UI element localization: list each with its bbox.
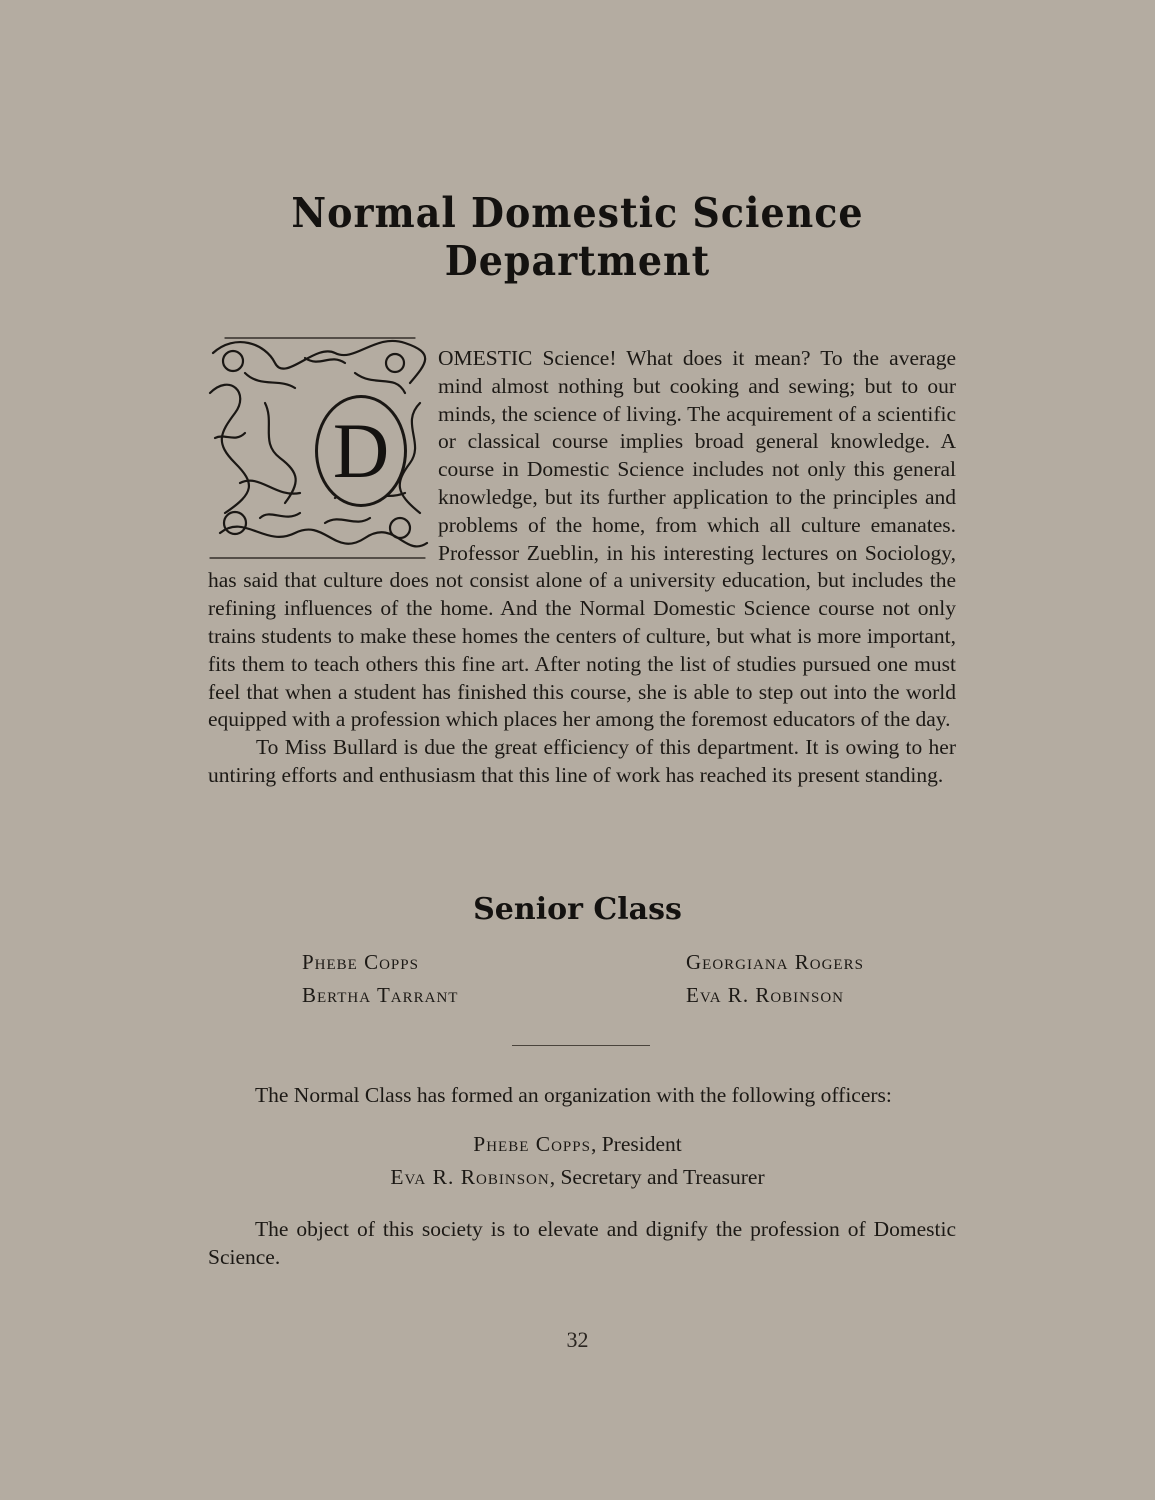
officer-name: Phebe Copps bbox=[473, 1132, 591, 1156]
officer-secretary bbox=[0, 1165, 1155, 1190]
officer-name: Eva R. Robinson bbox=[390, 1165, 550, 1189]
page-title-line-1: Normal Domestic Science bbox=[291, 188, 864, 237]
senior-member: Bertha Tarrant bbox=[302, 983, 459, 1007]
article-paragraph-2: To Miss Bullard is due the great efficiency of this department. It is owing to her untiring efforts and enthusiasm that this line of work has reached its present standing. bbox=[208, 735, 956, 787]
divider bbox=[512, 1045, 650, 1046]
organization-intro: The Normal Class has formed an organization with the following officers: bbox=[255, 1083, 892, 1107]
senior-class-heading: Senior Class bbox=[473, 892, 682, 927]
organization-object: The object of this society is to elevate and dignify the profession of Domestic Science. bbox=[208, 1217, 956, 1269]
senior-member: Georgiana Rogers bbox=[686, 950, 864, 974]
page-title-line-2: Department bbox=[444, 236, 711, 285]
officer-role: , Secretary and Treasurer bbox=[549, 1165, 765, 1189]
officer-president bbox=[0, 1132, 1155, 1157]
dropcap-letter: D bbox=[315, 395, 407, 507]
page-number: 32 bbox=[566, 1327, 589, 1352]
officer-role: , President bbox=[590, 1132, 682, 1156]
article-body bbox=[208, 345, 956, 790]
senior-member: Eva R. Robinson bbox=[686, 983, 844, 1007]
senior-member: Phebe Copps bbox=[302, 950, 419, 974]
article-paragraph-1: OMESTIC Science! What does it mean? To the average mind almost nothing but cooking and sewing; but to our minds, the science of living. The acquirement of a scientific or classical course implies broad general knowledge. A course in Domestic Science includes not only this general knowledge, but its further application to the principles and problems of the home, from which all culture emanates. Professor Zueblin, in his interesting lectures on Sociology, has said that culture does not consist alone of a university education, but includes the refining influences of the home. And the Normal Domestic Science course not only trains students to make these homes the centers of culture, but what is more important, fits them to teach others this fine art. After noting the list of studies pursued one must feel that when a student has finished this course, she is able to step out into the world equipped with a profession which places her among the foremost educators of the day. bbox=[208, 346, 956, 732]
